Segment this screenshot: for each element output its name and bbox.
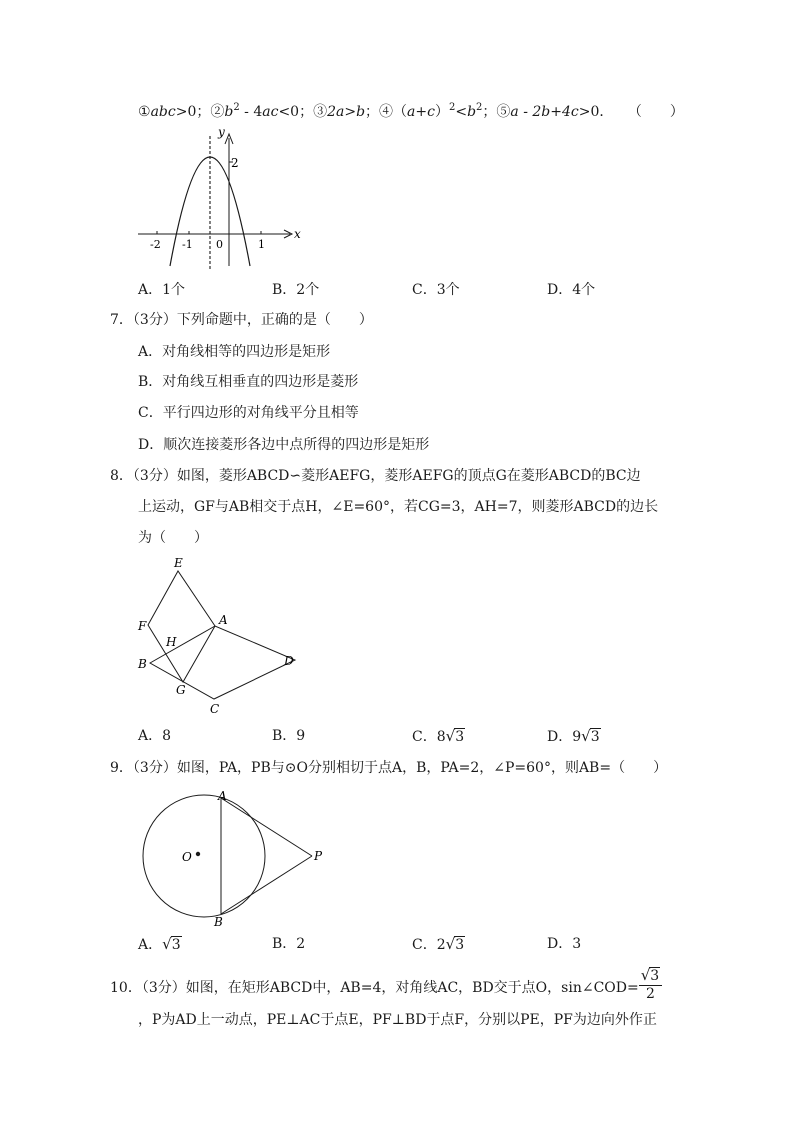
q9-c-radicand: 3 (455, 937, 465, 953)
fraction-denominator: 2 (646, 986, 655, 1002)
q7-stem: 7．（3分）下列命题中，正确的是（ ） (110, 312, 373, 328)
q9-a-prefix: A． (138, 937, 163, 953)
q9-stem: 9．（3分）如图，PA，PB与⊙O分别相切于点A，B，PA=2，∠P=60°，则AB=（ ） (110, 760, 668, 776)
q6-option-b[interactable]: B．2个 (272, 282, 320, 298)
q10-stem-line2: ，P为AD上一动点，PE⊥AC于点E，PF⊥BD于点F，分别以PE，PF为边向外作正 (138, 1012, 657, 1028)
q7-option-b[interactable]: B．对角线互相垂直的四边形是菱形 (138, 374, 359, 390)
q8-option-a[interactable]: A．8 (138, 728, 172, 744)
s4-exp: 2 (448, 102, 456, 113)
label-f: F (138, 619, 147, 633)
label-c: C (210, 702, 220, 716)
tangent-pa (221, 798, 312, 856)
q8-stem-line2: 上运动，GF与AB相交于点H，∠E=60°，若CG=3，AH=7，则菱形ABCD的边长 (138, 499, 659, 515)
q7-option-c[interactable]: C．平行四边形的对角线平分且相等 (138, 405, 359, 421)
q7-option-a[interactable]: A．对角线相等的四边形是矩形 (138, 344, 331, 360)
label-e: E (174, 556, 183, 570)
q9-a-radicand: 3 (171, 937, 181, 953)
statement-1-mark: ① (138, 104, 151, 120)
fraction-sqrt3-over-2 (639, 966, 662, 1002)
q9-option-b[interactable]: B．2 (272, 936, 306, 952)
s4-exp2: 2 (476, 102, 483, 113)
q8-stem-line3: 为（ ） (138, 530, 208, 546)
s3-gt: > (344, 104, 357, 120)
tick-label-1: 1 (258, 238, 265, 251)
q8-c-radicand: 3 (455, 729, 465, 745)
s4-apc: a+c (407, 104, 435, 120)
q6-option-a[interactable]: A．1个 (138, 282, 186, 298)
q9-c-coef: C．2 (412, 937, 446, 953)
q8-c-coef: C．8 (412, 729, 446, 745)
y-tick-label: 2 (231, 156, 239, 170)
s5-tail: >0． (578, 104, 614, 120)
tick-label-neg1: -1 (182, 238, 193, 251)
q9-option-c[interactable] (412, 934, 465, 955)
tangent-pb (221, 856, 312, 914)
q8-option-b[interactable]: B．9 (272, 728, 306, 744)
center-point (196, 852, 200, 856)
fraction-numerator (639, 966, 662, 986)
s2-b: b (224, 104, 234, 120)
s4-open: （ (393, 104, 408, 120)
q8-d-coef: D．9 (547, 729, 582, 745)
q7-option-d[interactable]: D．顺次连接菱形各边中点所得的四边形是矩形 (138, 437, 430, 453)
q6-option-c[interactable]: C．3个 (412, 282, 460, 298)
q8-stem-line1: 8．（3分）如图，菱形ABCD∽菱形AEFG，菱形AEFG的顶点G在菱形ABCD的BC边 (110, 468, 641, 484)
tick-label-origin: 0 (216, 238, 223, 251)
label-h: H (166, 635, 177, 649)
s1-tail: >0； (175, 104, 211, 120)
sqrt-icon: √ (445, 727, 456, 745)
s3-b: b (356, 104, 366, 120)
circle-tangent-figure (130, 788, 340, 928)
sqrt-icon: √ (640, 966, 651, 984)
statement-2-mark: ② (210, 104, 225, 120)
q8-option-d[interactable] (547, 726, 601, 747)
label-a: A (219, 613, 228, 627)
q6-statements (138, 102, 684, 122)
s2-exp: 2 (233, 102, 240, 113)
q9-option-d[interactable]: D．3 (547, 936, 582, 952)
q10-stem-line1 (110, 966, 662, 1006)
parabola-graph (130, 124, 310, 274)
rhombus-aefg (148, 571, 215, 682)
s4-tail: ； (482, 104, 497, 120)
statement-4-mark: ④ (379, 104, 394, 120)
label-d: D (284, 654, 294, 668)
label-g: G (176, 683, 186, 697)
sqrt-icon: √ (445, 935, 456, 953)
label-o: O (182, 850, 192, 864)
statement-3-mark: ③ (313, 104, 328, 120)
q9-option-a[interactable] (138, 934, 182, 955)
label-p: P (314, 849, 323, 863)
y-axis-label: y (218, 125, 225, 139)
s4-lt: < (455, 104, 468, 120)
q8-option-c[interactable] (412, 726, 465, 747)
s1-expr: abc (150, 104, 176, 120)
s4-close: ） (434, 104, 449, 120)
answer-paren: （ ） (627, 104, 684, 120)
label-b: B (214, 915, 223, 928)
s2-mid: - 4 (239, 104, 263, 120)
q8-d-radicand: 3 (590, 729, 600, 745)
sqrt-icon: √ (581, 727, 591, 745)
q10-line1-text: 10．（3分）如图，在矩形ABCD中，AB=4，对角线AC，BD交于点O，sin∠COD= (110, 980, 639, 996)
s5-expr: a - 2b+4c (510, 104, 579, 120)
rhombus-figure (130, 550, 310, 720)
s2-tail: <0； (278, 104, 314, 120)
x-axis-label: x (294, 227, 301, 241)
circle-o (143, 795, 265, 917)
tick-label-neg2: -2 (150, 238, 161, 251)
s4-b: b (467, 104, 477, 120)
q6-option-d[interactable]: D．4个 (547, 282, 596, 298)
label-b: B (138, 657, 147, 671)
frac-radicand: 3 (650, 968, 660, 984)
sqrt-icon: √ (162, 935, 172, 953)
s2-ac: ac (262, 104, 279, 120)
label-a: A (218, 789, 227, 803)
s3-tail: ； (365, 104, 380, 120)
s3-a: 2a (327, 104, 345, 120)
statement-5-mark: ⑤ (496, 104, 511, 120)
